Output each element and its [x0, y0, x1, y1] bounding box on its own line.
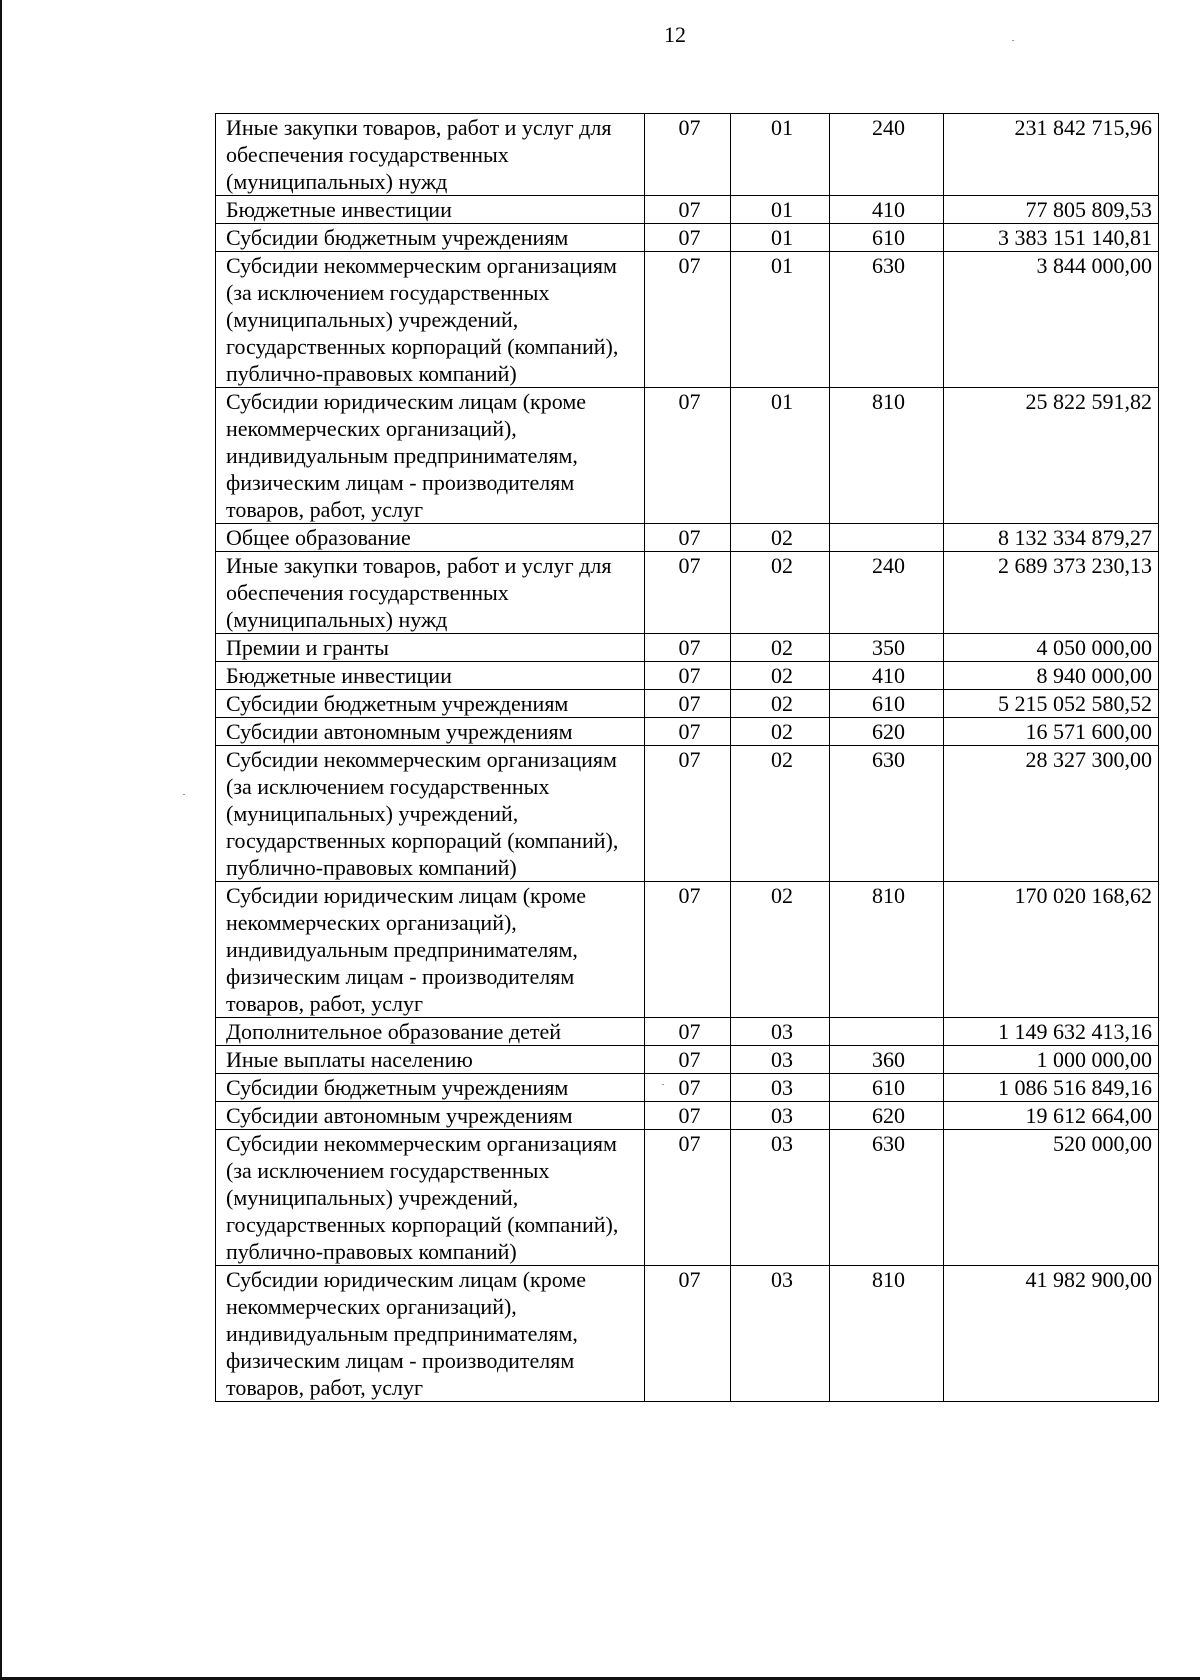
amount-cell: 3 844 000,00 — [944, 252, 1159, 388]
subsection-code-cell: 01 — [731, 196, 830, 224]
expense-type-code-cell: 360 — [830, 1046, 944, 1074]
amount-cell: 8 940 000,00 — [944, 662, 1159, 690]
table-row — [216, 114, 1159, 196]
section-code-cell: 07 — [645, 662, 731, 690]
expense-type-code-cell: 240 — [830, 552, 944, 634]
table-row — [216, 524, 1159, 552]
subsection-code-cell: 02 — [731, 882, 830, 1018]
amount-cell: 8 132 334 879,27 — [944, 524, 1159, 552]
expense-type-code-cell: 810 — [830, 1266, 944, 1402]
amount-cell: 77 805 809,53 — [944, 196, 1159, 224]
section-code-cell: 07 — [645, 882, 731, 1018]
expense-type-code-cell — [830, 524, 944, 552]
section-code-cell: 07 — [645, 224, 731, 252]
subsection-code-cell: 01 — [731, 252, 830, 388]
expense-type-code-cell: 410 — [830, 196, 944, 224]
table-row — [216, 552, 1159, 634]
table-row — [216, 634, 1159, 662]
section-code-cell: 07 — [645, 1074, 731, 1102]
amount-cell: 2 689 373 230,13 — [944, 552, 1159, 634]
subsection-code-cell: 03 — [731, 1266, 830, 1402]
subsection-code-cell: 03 — [731, 1102, 830, 1130]
table-row — [216, 252, 1159, 388]
scan-speck — [183, 794, 185, 795]
amount-cell: 16 571 600,00 — [944, 718, 1159, 746]
table-row — [216, 746, 1159, 882]
table-row — [216, 1018, 1159, 1046]
row-name-cell: Общее образование — [216, 524, 645, 552]
row-name-cell: Субсидии некоммерческим организациям (за исключением государственных (муниципальных) учреждений, государственных корпораций (компаний), публично-правовых компаний) — [216, 746, 645, 882]
section-code-cell: 07 — [645, 690, 731, 718]
amount-cell: 41 982 900,00 — [944, 1266, 1159, 1402]
row-name-cell: Субсидии некоммерческим организациям (за исключением государственных (муниципальных) учреждений, государственных корпораций (компаний), публично-правовых компаний) — [216, 1130, 645, 1266]
row-name-cell: Дополнительное образование детей — [216, 1018, 645, 1046]
amount-cell: 520 000,00 — [944, 1130, 1159, 1266]
section-code-cell: 07 — [645, 552, 731, 634]
subsection-code-cell: 03 — [731, 1130, 830, 1266]
row-name-cell: Субсидии автономным учреждениям — [216, 718, 645, 746]
expense-type-code-cell: 620 — [830, 718, 944, 746]
section-code-cell: 07 — [645, 388, 731, 524]
section-code-cell: 07 — [645, 718, 731, 746]
row-name-cell: Субсидии бюджетным учреждениям — [216, 1074, 645, 1102]
subsection-code-cell: 02 — [731, 718, 830, 746]
amount-cell: 3 383 151 140,81 — [944, 224, 1159, 252]
expense-type-code-cell: 240 — [830, 114, 944, 196]
table-row — [216, 1266, 1159, 1402]
expense-type-code-cell: 810 — [830, 882, 944, 1018]
amount-cell: 4 050 000,00 — [944, 634, 1159, 662]
row-name-cell: Субсидии бюджетным учреждениям — [216, 224, 645, 252]
amount-cell: 1 149 632 413,16 — [944, 1018, 1159, 1046]
scan-edge-left — [0, 0, 2, 1680]
table-row — [216, 882, 1159, 1018]
expense-type-code-cell: 630 — [830, 746, 944, 882]
subsection-code-cell: 02 — [731, 662, 830, 690]
table-row — [216, 662, 1159, 690]
page-number: 12 — [664, 22, 686, 47]
expense-type-code-cell: 350 — [830, 634, 944, 662]
expense-type-code-cell: 410 — [830, 662, 944, 690]
section-code-cell: 07 — [645, 1102, 731, 1130]
row-name-cell: Субсидии юридическим лицам (кроме некоммерческих организаций), индивидуальным предпринимателям, физическим лицам - производителям товаров, работ, услуг — [216, 388, 645, 524]
amount-cell: 170 020 168,62 — [944, 882, 1159, 1018]
subsection-code-cell: 01 — [731, 224, 830, 252]
expense-type-code-cell: 610 — [830, 224, 944, 252]
subsection-code-cell: 01 — [731, 114, 830, 196]
amount-cell: 1 000 000,00 — [944, 1046, 1159, 1074]
row-name-cell: Иные закупки товаров, работ и услуг для обеспечения государственных (муниципальных) нужд — [216, 552, 645, 634]
amount-cell: 19 612 664,00 — [944, 1102, 1159, 1130]
subsection-code-cell: 02 — [731, 690, 830, 718]
row-name-cell: Субсидии автономным учреждениям — [216, 1102, 645, 1130]
subsection-code-cell: 03 — [731, 1018, 830, 1046]
table-row — [216, 1046, 1159, 1074]
amount-cell: 5 215 052 580,52 — [944, 690, 1159, 718]
row-name-cell: Субсидии бюджетным учреждениям — [216, 690, 645, 718]
table-row — [216, 196, 1159, 224]
row-name-cell: Иные закупки товаров, работ и услуг для обеспечения государственных (муниципальных) нужд — [216, 114, 645, 196]
amount-cell: 25 822 591,82 — [944, 388, 1159, 524]
row-name-cell: Субсидии некоммерческим организациям (за исключением государственных (муниципальных) учреждений, государственных корпораций (компаний), публично-правовых компаний) — [216, 252, 645, 388]
expense-type-code-cell: 630 — [830, 1130, 944, 1266]
subsection-code-cell: 03 — [731, 1046, 830, 1074]
section-code-cell: 07 — [645, 252, 731, 388]
section-code-cell: 07 — [645, 1018, 731, 1046]
subsection-code-cell: 02 — [731, 634, 830, 662]
section-code-cell: 07 — [645, 114, 731, 196]
row-name-cell: Субсидии юридическим лицам (кроме некоммерческих организаций), индивидуальным предпринимателям, физическим лицам - производителям товаров, работ, услуг — [216, 882, 645, 1018]
section-code-cell: 07 — [645, 634, 731, 662]
subsection-code-cell: 02 — [731, 524, 830, 552]
expense-type-code-cell — [830, 1018, 944, 1046]
section-code-cell: 07 — [645, 1046, 731, 1074]
table-row — [216, 224, 1159, 252]
table-row — [216, 690, 1159, 718]
section-code-cell: 07 — [645, 1266, 731, 1402]
subsection-code-cell: 03 — [731, 1074, 830, 1102]
section-code-cell: 07 — [645, 524, 731, 552]
table-row — [216, 1130, 1159, 1266]
row-name-cell: Субсидии юридическим лицам (кроме некоммерческих организаций), индивидуальным предпринимателям, физическим лицам - производителям товаров, работ, услуг — [216, 1266, 645, 1402]
expense-type-code-cell: 620 — [830, 1102, 944, 1130]
table-row — [216, 1102, 1159, 1130]
expense-type-code-cell: 610 — [830, 1074, 944, 1102]
row-name-cell: Бюджетные инвестиции — [216, 196, 645, 224]
row-name-cell: Бюджетные инвестиции — [216, 662, 645, 690]
expense-type-code-cell: 630 — [830, 252, 944, 388]
subsection-code-cell: 02 — [731, 746, 830, 882]
subsection-code-cell: 02 — [731, 552, 830, 634]
amount-cell: 1 086 516 849,16 — [944, 1074, 1159, 1102]
section-code-cell: 07 — [645, 196, 731, 224]
section-code-cell: 07 — [645, 746, 731, 882]
expense-type-code-cell: 810 — [830, 388, 944, 524]
table-row — [216, 388, 1159, 524]
section-code-cell: 07 — [645, 1130, 731, 1266]
table-row — [216, 718, 1159, 746]
row-name-cell: Иные выплаты населению — [216, 1046, 645, 1074]
table-row — [216, 1074, 1159, 1102]
amount-cell: 231 842 715,96 — [944, 114, 1159, 196]
budget-table-body — [216, 114, 1159, 1402]
row-name-cell: Премии и гранты — [216, 634, 645, 662]
expense-type-code-cell: 610 — [830, 690, 944, 718]
amount-cell: 28 327 300,00 — [944, 746, 1159, 882]
subsection-code-cell: 01 — [731, 388, 830, 524]
budget-table — [215, 113, 1159, 1402]
